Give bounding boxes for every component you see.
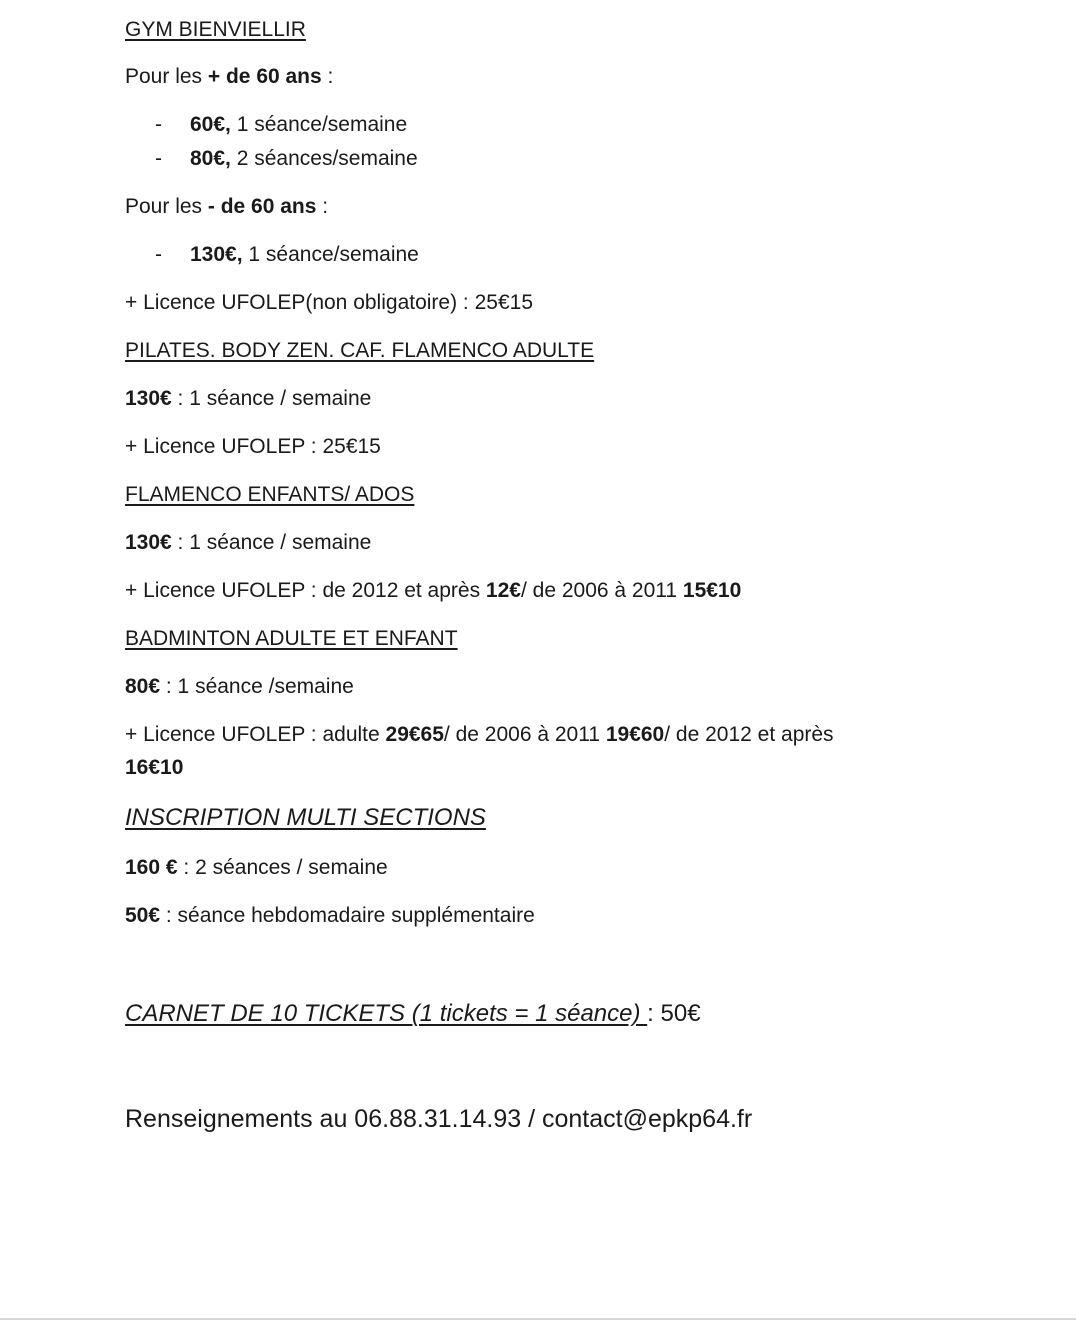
over60-suffix: : bbox=[321, 65, 334, 88]
pilates-title: PILATES. BODY ZEN. CAF. FLAMENCO ADULTE bbox=[125, 339, 595, 362]
flamenco-licence-d: 15€10 bbox=[682, 579, 742, 602]
badminton-price-line bbox=[125, 673, 354, 701]
multi-title: INSCRIPTION MULTI SECTIONS bbox=[125, 804, 486, 831]
under60-prefix: Pour les bbox=[125, 195, 208, 218]
item-price: 130€, bbox=[190, 243, 243, 266]
carnet-line bbox=[125, 998, 701, 1030]
list-item bbox=[190, 145, 418, 173]
list-item bbox=[190, 241, 419, 269]
badminton-licence-c: / de 2006 à 2011 bbox=[443, 723, 606, 746]
flamenco-title: FLAMENCO ENFANTS/ ADOS bbox=[125, 483, 415, 506]
multi-line-2 bbox=[125, 902, 535, 930]
flamenco-licence-b: 12€ bbox=[485, 579, 521, 602]
item-text: 1 séance/semaine bbox=[230, 113, 408, 136]
flamenco-price-line bbox=[125, 529, 371, 557]
pilates-price-text: : 1 séance / semaine bbox=[171, 387, 372, 410]
flamenco-price: 130€ bbox=[125, 531, 172, 554]
gym-over60-line bbox=[125, 63, 333, 91]
badminton-licence-d: 19€60 bbox=[605, 723, 665, 746]
gym-licence: + Licence UFOLEP(non obligatoire) : 25€15 bbox=[125, 291, 533, 314]
flamenco-licence-a: + Licence UFOLEP : de 2012 et après bbox=[125, 579, 486, 602]
list-dash: - bbox=[155, 243, 162, 266]
multi-price-1: 160 € bbox=[125, 856, 178, 879]
badminton-title: BADMINTON ADULTE ET ENFANT bbox=[125, 627, 458, 650]
pilates-licence: + Licence UFOLEP : 25€15 bbox=[125, 435, 381, 458]
multi-text-1: : 2 séances / semaine bbox=[177, 856, 388, 879]
contact-line: Renseignements au 06.88.31.14.93 / contact@epkp64.fr bbox=[125, 1105, 753, 1133]
list-item bbox=[190, 111, 407, 139]
under60-bold: - de 60 ans bbox=[207, 195, 317, 218]
item-price: 60€, bbox=[190, 113, 231, 136]
item-price: 80€, bbox=[190, 147, 231, 170]
multi-price-2: 50€ bbox=[125, 904, 161, 927]
badminton-licence bbox=[125, 721, 834, 749]
multi-text-2: : séance hebdomadaire supplémentaire bbox=[160, 904, 535, 927]
badminton-licence-f: 16€10 bbox=[125, 756, 184, 779]
gym-under60-line bbox=[125, 193, 328, 221]
page-bottom-edge bbox=[0, 1318, 1076, 1320]
carnet-label: CARNET DE 10 TICKETS (1 tickets = 1 séance) bbox=[125, 1000, 648, 1027]
flamenco-licence bbox=[125, 577, 741, 605]
carnet-value: : 50€ bbox=[647, 1000, 701, 1027]
over60-bold: + de 60 ans bbox=[207, 65, 322, 88]
under60-suffix: : bbox=[316, 195, 329, 218]
badminton-licence-e: / de 2012 et après bbox=[664, 723, 834, 746]
item-text: 2 séances/semaine bbox=[230, 147, 418, 170]
list-dash: - bbox=[155, 147, 162, 170]
flamenco-licence-c: / de 2006 à 2011 bbox=[520, 579, 683, 602]
pilates-price: 130€ bbox=[125, 387, 172, 410]
gym-title: GYM BIENVIELLIR bbox=[125, 18, 306, 41]
badminton-price-text: : 1 séance /semaine bbox=[160, 675, 354, 698]
badminton-price: 80€ bbox=[125, 675, 161, 698]
item-text: 1 séance/semaine bbox=[242, 243, 419, 266]
list-dash: - bbox=[155, 113, 162, 136]
over60-prefix: Pour les bbox=[125, 65, 208, 88]
badminton-licence-b: 29€65 bbox=[385, 723, 444, 746]
pilates-price-line bbox=[125, 385, 371, 413]
multi-line-1 bbox=[125, 854, 388, 882]
badminton-licence-a: + Licence UFOLEP : adulte bbox=[125, 723, 386, 746]
badminton-licence-cont bbox=[125, 754, 183, 782]
flamenco-price-text: : 1 séance / semaine bbox=[171, 531, 372, 554]
